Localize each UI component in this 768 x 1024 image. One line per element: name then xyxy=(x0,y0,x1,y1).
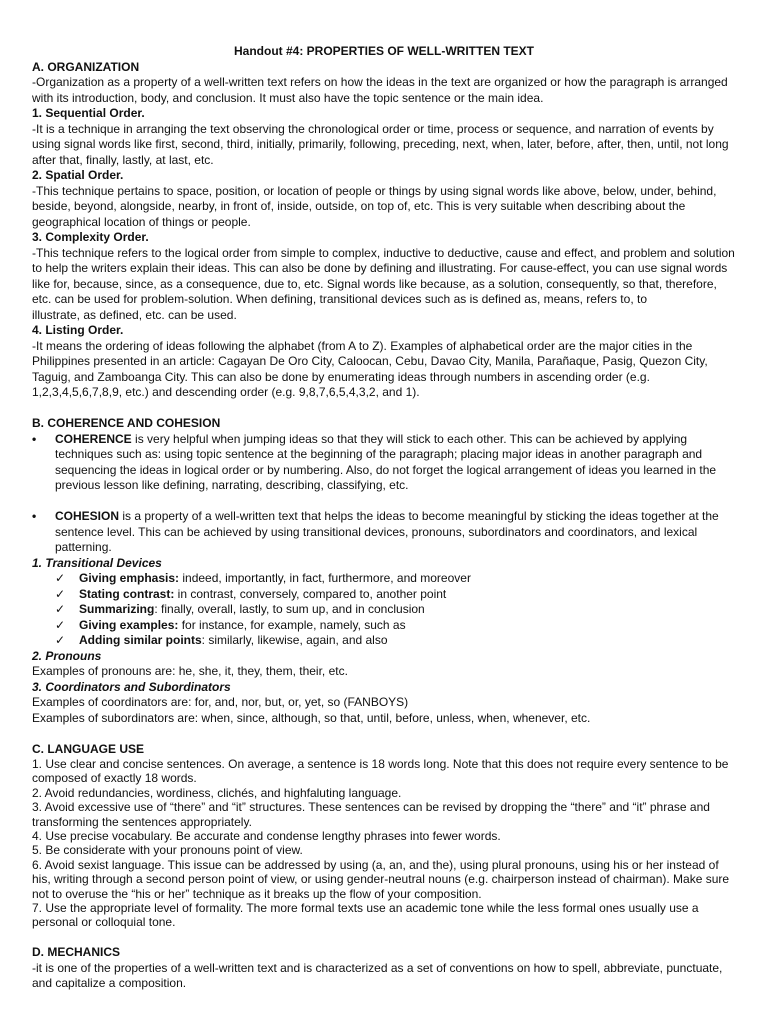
complexity-order-heading: 3. Complexity Order. xyxy=(32,230,149,244)
section-c-heading: C. LANGUAGE USE xyxy=(32,741,145,756)
coherence-cohesion-list xyxy=(32,432,736,556)
section-d-heading: D. MECHANICS xyxy=(32,945,121,960)
spacer xyxy=(32,494,736,510)
device-text: : similarly, likewise, again, and also xyxy=(201,633,388,647)
section-b-heading: B. COHERENCE AND COHESION xyxy=(32,416,221,430)
checkmark-icon: ✓ xyxy=(55,602,66,616)
cohesion-term: COHESION xyxy=(55,509,120,523)
device-term: Summarizing xyxy=(79,602,155,616)
transitional-devices-heading: 1. Transitional Devices xyxy=(32,555,162,570)
pronouns-text: Examples of pronouns are: he, she, it, they, them, their, etc. xyxy=(32,664,348,678)
device-text: indeed, importantly, in fact, furthermore, and moreover xyxy=(179,571,471,585)
checkmark-icon: ✓ xyxy=(55,571,66,585)
cohesion-text: is a property of a well-written text that helps the ideas to become meaningful by sticking the ideas together at the sentence level. This can be achieved by using transitional devices, pronouns, subordinators and coordinators, and lexical patterning. xyxy=(55,509,719,554)
list-item: 5. Be considerate with your pronouns point of view. xyxy=(32,843,303,858)
coherence-term: COHERENCE xyxy=(55,431,132,446)
list-item xyxy=(55,618,736,634)
device-term: Giving emphasis: xyxy=(79,571,180,585)
list-item: 1. Use clear and concise sentences. On average, a sentence is 18 words long. Note that this does not require every sentence to be composed of exactly 18 words. xyxy=(32,757,729,786)
subordinators-text: Examples of subordinators are: when, since, although, so that, until, before, unless, when, whenever, etc. xyxy=(32,710,591,725)
coordinators-text: Examples of coordinators are: for, and, nor, but, or, yet, so (FANBOYS) xyxy=(32,695,409,709)
bullet-icon: • xyxy=(32,509,37,523)
spacer xyxy=(32,930,736,946)
sequential-order-heading: 1. Sequential Order. xyxy=(32,106,145,120)
coherence-bullet xyxy=(32,432,736,494)
complexity-order-text-cont: illustrate, as defined, etc. can be used. xyxy=(32,307,237,322)
spatial-order-heading: 2. Spatial Order. xyxy=(32,168,124,182)
listing-order-text: -It means the ordering of ideas following the alphabet (from A to Z). Examples of alphabetical order are the major cities in the Philippines presented in an article: Cagayan De Oro City, Caloocan, Cebu, Davao City, Manila, Parañaque, Pasig, Quezon City, Taguig, and Zamboanga City. This can also be done by enumerating ideas through numbers in ascending order (e.g. 1,2,3,4,5,6,7,8,9, etc.) and descending order (e.g. 9,8,7,6,5,4,3,2, and 1). xyxy=(32,338,708,399)
bullet-icon: • xyxy=(32,431,37,446)
checkmark-icon: ✓ xyxy=(55,633,66,647)
spacer xyxy=(32,401,736,417)
checkmark-icon: ✓ xyxy=(55,617,66,632)
section-a-heading: A. ORGANIZATION xyxy=(32,59,140,74)
complexity-order-text: -This technique refers to the logical order from simple to complex, inductive to deductive, cause and effect, and problem and solution to help the writers explain their ideas. This can also be done by defining and illustrating. For cause-effect, you can use signal words like for, because, since, as a consequence, due to, etc. Signal words like because, as a solution, consequently, so that, therefore, etc. can be used for problem-solution. When defining, transitional devices such as is defined as, means, refers to, to xyxy=(32,245,735,306)
coherence-text: is very helpful when jumping ideas so that they will stick to each other. This can be achieved by applying techniques such as: using topic sentence at the beginning of the paragraph; placing major ideas in another paragraph and sequencing the ideas in logical order or by numbering. Also, do not forget the logical arrangement of ideas you learned in the previous lesson like defining, narrating, describing, classifying, etc. xyxy=(55,431,717,492)
device-term: Adding similar points xyxy=(79,633,202,647)
list-item xyxy=(55,602,736,618)
list-item xyxy=(55,633,736,649)
pronouns-heading: 2. Pronouns xyxy=(32,648,102,663)
device-text: for instance, for example, namely, such as xyxy=(178,617,406,632)
list-item xyxy=(55,571,736,587)
checkmark-icon: ✓ xyxy=(55,586,66,601)
transitional-devices-list xyxy=(32,571,736,649)
sequential-order-text: -It is a technique in arranging the text observing the chronological order or time, process or sequence, and narration of events by using signal words like first, second, third, initially, primarily, following, preceding, next, when, later, before, after, then, until, not long after that, finally, lastly, at last, etc. xyxy=(32,121,729,167)
list-item xyxy=(55,587,736,603)
coordinators-heading: 3. Coordinators and Subordinators xyxy=(32,679,231,694)
list-item: 2. Avoid redundancies, wordiness, clichés, and highfaluting language. xyxy=(32,785,402,800)
listing-order-heading: 4. Listing Order. xyxy=(32,323,124,337)
page-title: Handout #4: PROPERTIES OF WELL-WRITTEN TEXT xyxy=(234,44,534,58)
cohesion-bullet xyxy=(32,509,736,556)
spatial-order-text: -This technique pertains to space, position, or location of people or things by using signal words like above, below, under, behind, beside, beyond, alongside, nearby, in front of, inside, outside, on top of, etc. This is very suitable when describing about the geographical location of things or people. xyxy=(32,183,717,229)
device-term: Stating contrast: xyxy=(79,586,175,601)
device-text: : finally, overall, lastly, to sum up, and in conclusion xyxy=(154,602,425,616)
section-a-intro: -Organization as a property of a well-written text refers on how the ideas in the text are organized or how the paragraph is arranged with its introduction, body, and conclusion. It must also have the topic sentence or the main idea. xyxy=(32,75,728,105)
list-item: 7. Use the appropriate level of formality. The more formal texts use an academic tone while the less formal ones usually use a personal or colloquial tone. xyxy=(32,901,699,930)
device-text: in contrast, conversely, compared to, another point xyxy=(174,586,447,601)
list-item: 6. Avoid sexist language. This issue can be addressed by using (a, an, and the), using plural pronouns, using his or her instead of his, writing through a second person point of view, or using gender-neutral nouns (e.g. chairperson instead of chairman). Make sure not to overuse the “his or her” technique as it breaks up the flow of your composition. xyxy=(32,857,730,901)
device-term: Giving examples: xyxy=(79,617,179,632)
list-item: 3. Avoid excessive use of “there” and “it” structures. These sentences can be revised by dropping the “there” and “it” phrase and transforming the sentences appropriately. xyxy=(32,800,710,829)
spacer xyxy=(32,726,736,742)
language-use-list xyxy=(32,757,736,930)
list-item: 4. Use precise vocabulary. Be accurate and condense lengthy phrases into fewer words. xyxy=(32,829,501,844)
section-d-text: -it is one of the properties of a well-written text and is characterized as a set of conventions on how to spell, abbreviate, punctuate, and capitalize a composition. xyxy=(32,960,723,991)
